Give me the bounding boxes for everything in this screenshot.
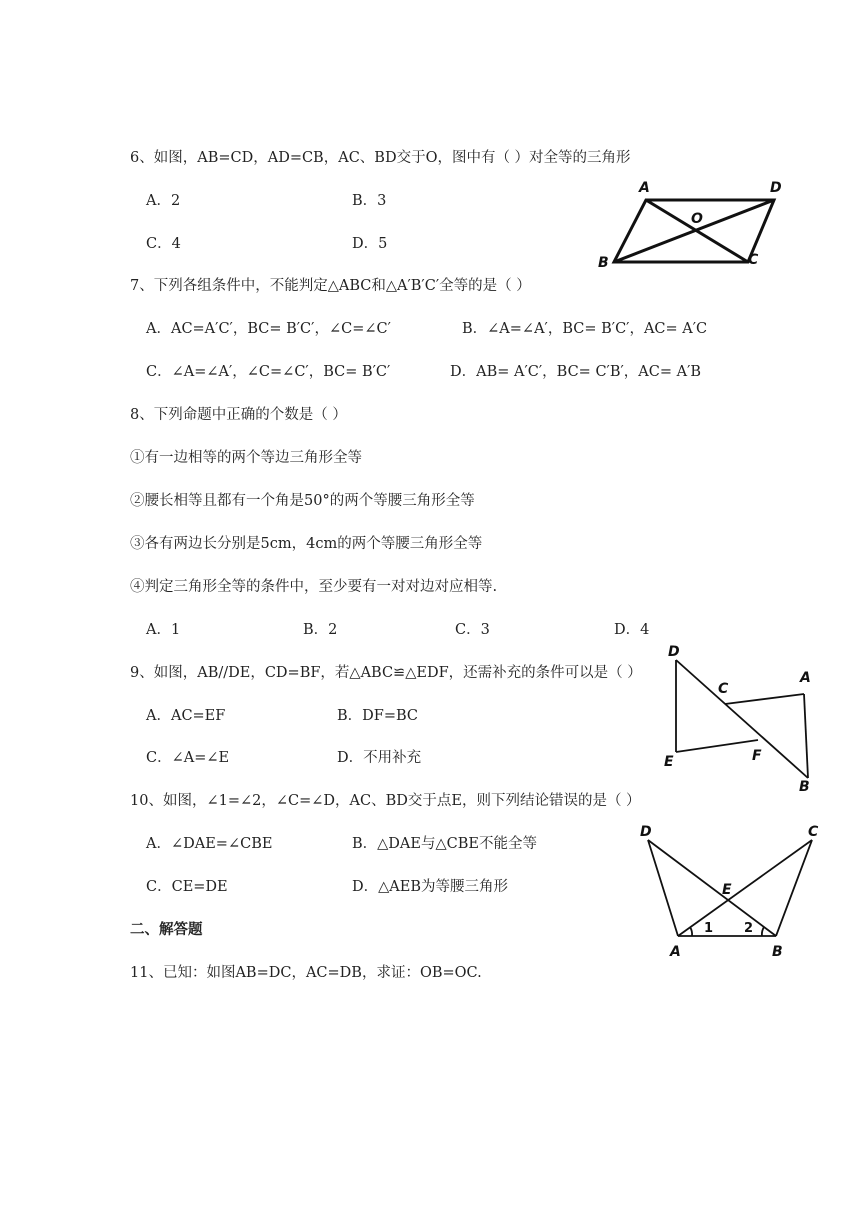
q6-label-a: A xyxy=(639,180,650,196)
q9-label-e: E xyxy=(664,754,674,770)
q8-option-c: C．3 xyxy=(455,622,490,638)
q10-angle-1-label: 1 xyxy=(704,921,714,936)
q6-stem: 6、如图，AB=CD，AD=CB，AC、BD交于O，图中有（ ）对全等的三角形 xyxy=(130,150,631,166)
q8-statement-1: ①有一边相等的两个等边三角形全等 xyxy=(130,450,362,466)
q6-option-a: A．2 xyxy=(146,193,181,209)
q11-stem: 11、已知：如图AB=DC，AC=DB，求证：OB=OC. xyxy=(130,965,482,981)
q8-option-b: B．2 xyxy=(303,622,338,638)
q9-triangles-figure xyxy=(658,640,828,795)
q10-label-e: E xyxy=(722,882,732,898)
q6-label-d: D xyxy=(770,180,782,196)
q7-option-a: A．AC=A′C′，BC= B′C′，∠C=∠C′ xyxy=(146,321,391,337)
q6-option-c: C．4 xyxy=(146,236,181,252)
q9-option-a: A．AC=EF xyxy=(146,708,226,724)
q6-option-b: B．3 xyxy=(352,193,387,209)
q8-statement-4: ④判定三角形全等的条件中，至少要有一对对边对应相等. xyxy=(130,579,498,595)
q9-label-a: A xyxy=(800,670,811,686)
q6-label-c: C xyxy=(748,252,759,268)
q10-label-d: D xyxy=(640,824,652,840)
q9-option-d: D．不用补充 xyxy=(337,750,422,766)
q8-stem: 8、下列命题中正确的个数是（ ） xyxy=(130,407,347,423)
q9-label-c: C xyxy=(718,681,729,697)
q7-option-b: B．∠A=∠A′，BC= B′C′，AC= A′C xyxy=(462,321,708,337)
q6-label-b: B xyxy=(598,255,609,271)
q9-option-b: B．DF=BC xyxy=(337,708,419,724)
q7-option-c: C．∠A=∠A′，∠C=∠C′，BC= B′C′ xyxy=(146,364,391,380)
q10-label-a: A xyxy=(670,944,681,960)
q9-figure-lines xyxy=(676,660,808,778)
q10-option-a: A．∠DAE=∠CBE xyxy=(146,836,273,852)
section-2-title: 二、解答题 xyxy=(130,921,203,938)
q10-option-d: D．△AEB为等腰三角形 xyxy=(352,879,508,895)
q10-label-c: C xyxy=(808,824,819,840)
q6-label-o: O xyxy=(691,211,703,227)
q10-option-b: B．△DAE与△CBE不能全等 xyxy=(352,836,537,852)
q9-stem: 9、如图，AB//DE，CD=BF，若△ABC≌△EDF，还需补充的条件可以是（ ） xyxy=(130,665,642,681)
q6-option-d: D．5 xyxy=(352,236,388,252)
q7-option-d: D．AB= A′C′，BC= C′B′，AC= A′B xyxy=(450,364,702,380)
q8-statement-2: ②腰长相等且都有一个角是50°的两个等腰三角形全等 xyxy=(130,493,475,509)
q6-parallelogram-figure xyxy=(594,176,794,272)
q8-option-d: D．4 xyxy=(614,622,650,638)
q10-option-c: C．CE=DE xyxy=(146,879,228,895)
q9-label-f: F xyxy=(752,748,762,764)
q10-label-b: B xyxy=(772,944,783,960)
q10-stem: 10、如图，∠1=∠2，∠C=∠D，AC、BD交于点E，则下列结论错误的是（ ） xyxy=(130,793,641,809)
q10-triangles-figure xyxy=(630,818,830,963)
q8-statement-3: ③各有两边长分别是5cm，4cm的两个等腰三角形全等 xyxy=(130,536,483,552)
q9-label-d: D xyxy=(668,644,680,660)
q10-angle-2-label: 2 xyxy=(744,921,754,936)
q8-option-a: A．1 xyxy=(146,622,181,638)
q9-label-b: B xyxy=(799,779,810,795)
q9-option-c: C．∠A=∠E xyxy=(146,750,230,766)
q7-stem: 7、下列各组条件中，不能判定△ABC和△A′B′C′全等的是（ ） xyxy=(130,278,531,294)
